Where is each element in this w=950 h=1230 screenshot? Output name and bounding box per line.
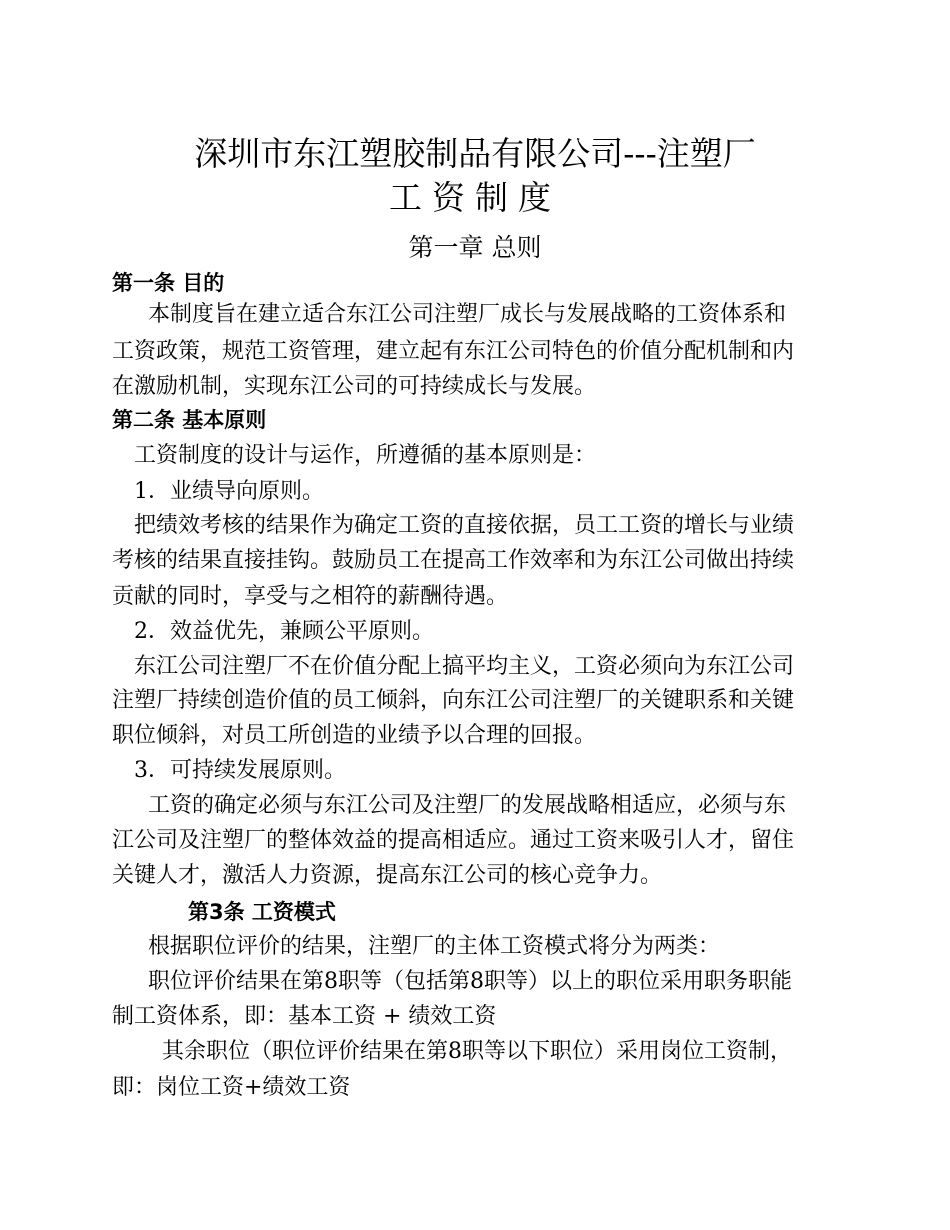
article-1-line-2: 工资政策，规范工资管理，建立起有东江公司特色的价值分配机制和内 [112,339,795,364]
chapter-heading: 第一章 总则 [408,233,542,262]
document-title: 深圳市东江塑胶制品有限公司---注塑厂 [194,134,756,173]
article-3-line-1: 根据职位评价的结果，注塑厂的主体工资模式将分为两类： [148,934,721,959]
principle-2-line-2: 注塑厂持续创造价值的员工倾斜，向东江公司注塑厂的关键职系和关键 [112,688,795,713]
article-3-line-2: 职位评价结果在第8职等（包括第8职等）以上的职位采用职务职能 [148,969,792,994]
article-2-intro: 工资制度的设计与运作，所遵循的基本原则是： [134,443,597,468]
article-1-line-3: 在激励机制，实现东江公司的可持续成长与发展。 [112,374,597,399]
article-2-heading: 第二条 基本原则 [112,408,267,432]
document-subtitle: 工资制度 [389,178,561,217]
principle-3-line-1: 工资的确定必须与东江公司及注塑厂的发展战略相适应，必须与东 [148,793,787,818]
principle-2-title: 2．效益优先，兼顾公平原则。 [134,619,434,644]
principle-1-line-1: 把绩效考核的结果作为确定工资的直接依据，员工工资的增长与业绩 [134,513,795,538]
article-3-line-4: 其余职位（职位评价结果在第8职等以下职位）采用岗位工资制， [162,1039,792,1064]
article-1-line-1: 本制度旨在建立适合东江公司注塑厂成长与发展战略的工资体系和 [148,302,787,327]
principle-3-line-3: 关键人才，激活人力资源，提高东江公司的核心竞争力。 [112,863,663,888]
article-1-heading: 第一条 目的 [112,271,225,295]
principle-1-line-3: 贡献的同时，享受与之相符的薪酬待遇。 [112,584,509,609]
principle-3-title: 3．可持续发展原则。 [134,758,346,783]
principle-1-line-2: 考核的结果直接挂钩。鼓励员工在提高工作效率和为东江公司做出持续 [112,548,795,573]
principle-2-line-1: 东江公司注塑厂不在价值分配上搞平均主义，工资必须向为东江公司 [134,654,795,679]
principle-2-line-3: 职位倾斜，对员工所创造的业绩予以合理的回报。 [112,723,597,748]
article-3-line-3: 制工资体系，即：基本工资 + 绩效工资 [112,1004,497,1029]
principle-3-line-2: 江公司及注塑厂的整体效益的提高相适应。通过工资来吸引人才，留住 [112,828,795,853]
article-3-line-5: 即：岗位工资+绩效工资 [112,1075,351,1100]
article-3-heading: 第3条 工资模式 [188,900,336,924]
principle-1-title: 1．业绩导向原则。 [134,479,324,504]
